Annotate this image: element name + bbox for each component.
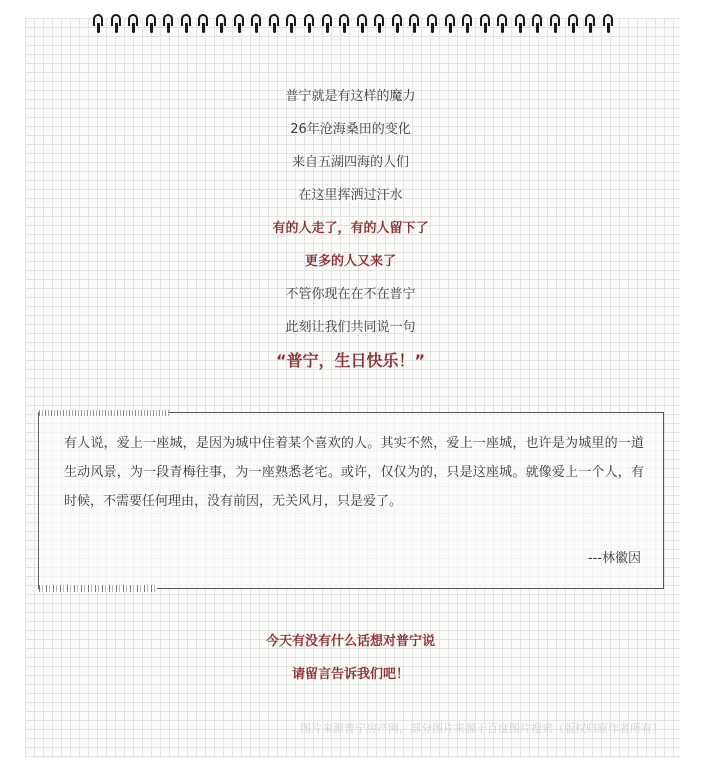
poem-section xyxy=(0,80,701,377)
spiral-ring-icon xyxy=(267,14,277,34)
spiral-ring-icon xyxy=(161,14,171,34)
poem-line-highlight: 有的人走了，有的人留下了 xyxy=(272,221,429,236)
poem-line: 来自五湖四海的人们 xyxy=(291,155,409,170)
poem-line: 26年沧海桑田的变化 xyxy=(290,122,411,137)
spiral-ring-icon xyxy=(214,14,224,34)
spiral-ring-icon xyxy=(495,14,505,34)
spiral-ring-icon xyxy=(126,14,136,34)
spiral-ring-icon xyxy=(601,14,611,34)
spiral-ring-icon xyxy=(179,14,189,34)
spiral-ring-icon xyxy=(109,14,119,34)
spiral-ring-icon xyxy=(443,14,453,34)
spiral-ring-icon xyxy=(566,14,576,34)
spiral-ring-icon xyxy=(249,14,259,34)
spiral-ring-icon xyxy=(284,14,294,34)
image-credit: 图片来源普宁房产网，部分图片来源于百度图片搜索（版权归原作者所有） xyxy=(300,722,663,735)
spiral-ring-icon xyxy=(372,14,382,34)
spiral-ring-icon xyxy=(548,14,558,34)
notebook-spiral-binding xyxy=(91,14,611,36)
spiral-ring-icon xyxy=(232,14,242,34)
spiral-ring-icon xyxy=(583,14,593,34)
quote-author: ---林徽因 xyxy=(587,551,641,566)
cta-line: 今天有没有什么话想对普宁说 xyxy=(265,634,435,649)
birthday-greeting: “普宁，生日快乐！” xyxy=(275,351,426,370)
poem-line: 在这里挥洒过汗水 xyxy=(298,188,403,203)
spiral-ring-icon xyxy=(91,14,101,34)
torn-edge-decoration xyxy=(39,585,157,592)
spiral-ring-icon xyxy=(425,14,435,34)
spiral-ring-icon xyxy=(355,14,365,34)
spiral-ring-icon xyxy=(530,14,540,34)
poem-line: 不管你现在在不在普宁 xyxy=(285,287,416,302)
poem-line: 普宁就是有这样的魔力 xyxy=(285,89,416,104)
spiral-ring-icon xyxy=(302,14,312,34)
cta-line: 请留言告诉我们吧！ xyxy=(291,667,409,682)
spiral-ring-icon xyxy=(407,14,417,34)
quote-text: 有人说，爱上一座城，是因为城中住着某个喜欢的人。其实不然，爱上一座城，也许是为城里的一道生动风景，为一段青梅往事，为一座熟悉老宅。或许，仅仅为的，只是这座城。就像爱上一个人，有时候，不需要任何理由，没有前因，无关风月，只是爱了。 xyxy=(64,436,644,509)
poem-line-highlight: 更多的人又来了 xyxy=(304,254,396,269)
spiral-ring-icon xyxy=(460,14,470,34)
spiral-ring-icon xyxy=(478,14,488,34)
poem-line: 此刻让我们共同说一句 xyxy=(285,320,416,335)
spiral-ring-icon xyxy=(196,14,206,34)
torn-edge-decoration xyxy=(39,410,169,416)
call-to-action xyxy=(0,625,701,691)
spiral-ring-icon xyxy=(513,14,523,34)
quote-box xyxy=(38,412,664,589)
spiral-ring-icon xyxy=(320,14,330,34)
spiral-ring-icon xyxy=(390,14,400,34)
spiral-ring-icon xyxy=(337,14,347,34)
spiral-ring-icon xyxy=(144,14,154,34)
